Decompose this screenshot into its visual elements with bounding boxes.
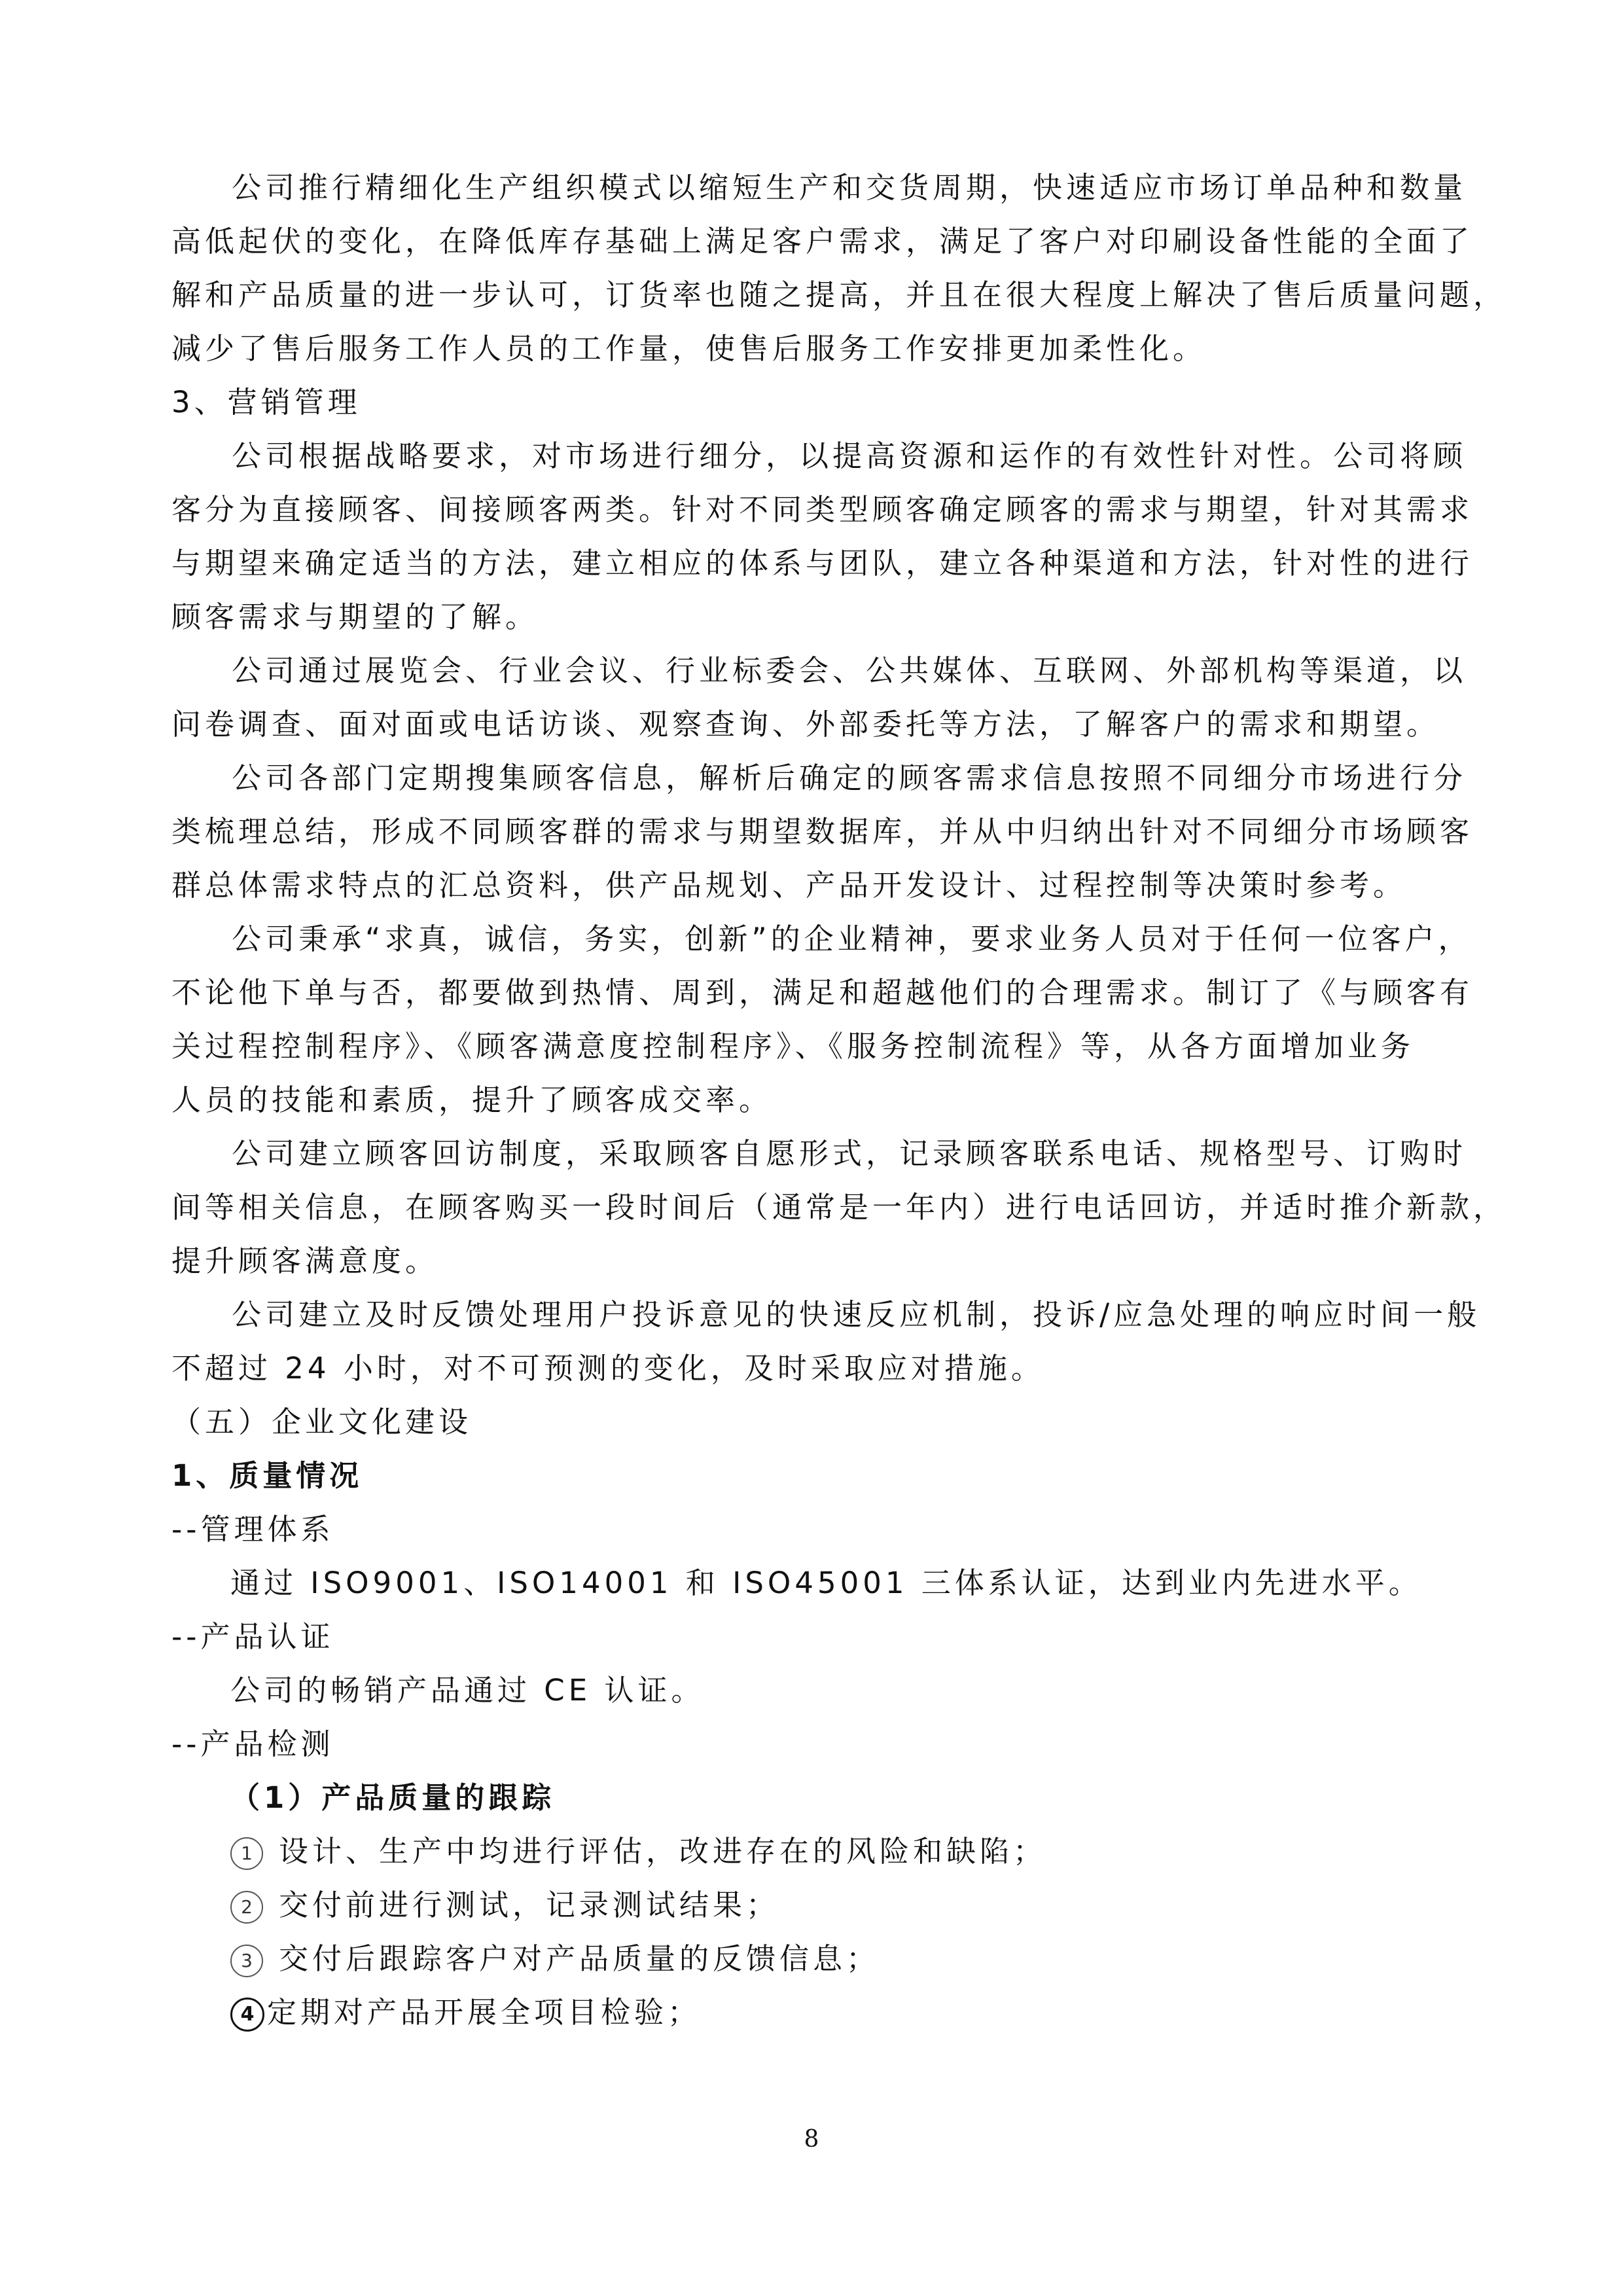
text-line: 不论他下单与否，都要做到热情、周到，满足和超越他们的合理需求。制订了《与顾客有	[171, 975, 1474, 1010]
text-line: 公司各部门定期搜集顾客信息，解析后确定的顾客需求信息按照不同细分市场进行分	[232, 761, 1467, 795]
text-line: 减少了售后服务工作人员的工作量，使售后服务工作安排更加柔性化。	[171, 331, 1207, 366]
text-product-certification: 公司的畅销产品通过 CE 认证。	[230, 1673, 705, 1708]
list-item-text: 交付后跟踪客户对产品质量的反馈信息；	[279, 1941, 880, 1976]
text-line: 公司推行精细化生产组织模式以缩短生产和交货周期，快速适应市场订单品种和数量	[232, 170, 1467, 205]
text-line: 顾客需求与期望的了解。	[171, 600, 539, 634]
text-line: 高低起伏的变化，在降低库存基础上满足客户需求，满足了客户对印刷设备性能的全面了	[171, 224, 1474, 259]
text-line: 人员的技能和素质，提升了顾客成交率。	[171, 1083, 773, 1117]
list-item	[171, 1878, 1467, 1932]
paragraph-enterprise-spirit	[171, 912, 1474, 1127]
paragraph-complaints	[171, 1288, 1481, 1395]
label-management-system: --管理体系	[171, 1512, 334, 1547]
list-item	[171, 1986, 1467, 2039]
text-management-system: 通过 ISO9001、ISO14001 和 ISO45001 三体系认证，达到业内先进水平。	[230, 1566, 1422, 1600]
list-item	[171, 1932, 1467, 1986]
text-line: 公司根据战略要求，对市场进行细分，以提高资源和运作的有效性针对性。公司将顾	[232, 439, 1467, 473]
circled-number-icon: 3	[230, 1945, 263, 1977]
text-line: 与期望来确定适当的方法，建立相应的体系与团队，建立各种渠道和方法，针对性的进行	[171, 546, 1474, 581]
text-line: 公司建立顾客回访制度，采取顾客自愿形式，记录顾客联系电话、规格型号、订购时	[232, 1136, 1467, 1171]
text-line: 群总体需求特点的汇总资料，供产品规划、产品开发设计、过程控制等决策时参考。	[171, 868, 1407, 903]
text-line: 公司通过展览会、行业会议、行业标委会、公共媒体、互联网、外部机构等渠道，以	[232, 653, 1467, 688]
list-item	[171, 1825, 1467, 1878]
circled-number-icon: 2	[230, 1891, 263, 1924]
heading-quality-tracking: （1）产品质量的跟踪	[230, 1780, 556, 1815]
paragraph-production	[171, 161, 1507, 376]
list-item-text: 设计、生产中均进行评估，改进存在的风险和缺陷；	[279, 1834, 1047, 1869]
document-body	[171, 161, 1507, 2039]
heading-quality: 1、质量情况	[171, 1458, 363, 1493]
text-line: 提升顾客满意度。	[171, 1244, 439, 1278]
text-line: 公司建立及时反馈处理用户投诉意见的快速反应机制，投诉/应急处理的响应时间一般	[232, 1297, 1481, 1332]
text-line: 间等相关信息，在顾客购买一段时间后（通常是一年内）进行电话回访，并适时推介新款，	[171, 1190, 1507, 1225]
paragraph-follow-up	[171, 1127, 1507, 1288]
paragraph-customer-info	[171, 751, 1474, 912]
list-item-text: 定期对产品开展全项目检验；	[267, 1995, 702, 2030]
paragraph-market-segmentation	[171, 429, 1474, 644]
section-heading-marketing: 3、营销管理	[171, 385, 361, 420]
circled-number-icon: 1	[230, 1837, 263, 1870]
label-product-testing: --产品检测	[171, 1727, 334, 1761]
paragraph-channels	[171, 644, 1467, 751]
list-item-text: 交付前进行测试，记录测试结果；	[279, 1888, 780, 1922]
page-number: 8	[804, 2126, 819, 2153]
text-line: 客分为直接顾客、间接顾客两类。针对不同类型顾客确定顾客的需求与期望，针对其需求	[171, 492, 1474, 527]
text-line: 问卷调查、面对面或电话访谈、观察查询、外部委托等方法，了解客户的需求和期望。	[171, 707, 1440, 742]
text-line: 不超过 24 小时，对不可预测的变化，及时采取应对措施。	[171, 1351, 1044, 1386]
text-line: 类梳理总结，形成不同顾客群的需求与期望数据库，并从中归纳出针对不同细分市场顾客	[171, 814, 1474, 849]
label-product-certification: --产品认证	[171, 1619, 334, 1654]
text-line: 公司秉承“求真，诚信，务实，创新”的企业精神，要求业务人员对于任何一位客户，	[232, 922, 1472, 956]
circled-number-icon: 4	[230, 1998, 264, 2032]
section-heading-culture: （五）企业文化建设	[171, 1405, 473, 1439]
text-line: 关过程控制程序》、《顾客满意度控制程序》、《服务控制流程》等，从各方面增加业务	[171, 1029, 1415, 1064]
text-line: 解和产品质量的进一步认可，订货率也随之提高，并且在很大程度上解决了售后质量问题，	[171, 278, 1507, 312]
